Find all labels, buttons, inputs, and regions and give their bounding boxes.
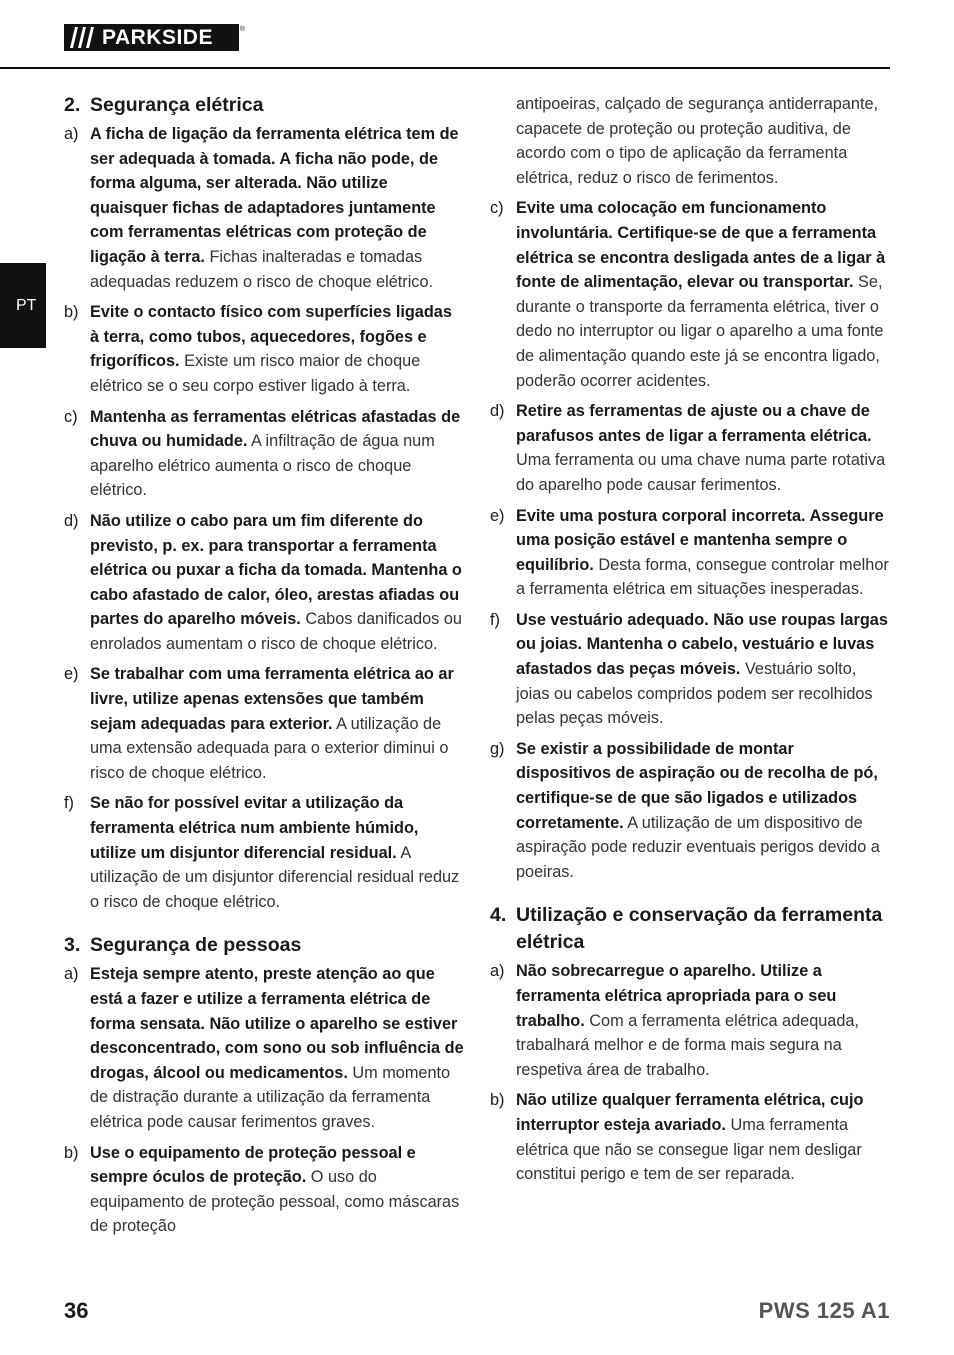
list-item [64,300,464,398]
parkside-logo [64,24,245,51]
registered-mark: ® [239,26,245,33]
language-tab [0,263,46,348]
item-instruction: Evite o contacto físico com superfícies ligadas à terra, como tubos, aquecedores, fogões e frigoríficos. [90,303,452,371]
item-instruction: Evite uma colocação em funcionamento involuntária. Certifique-se de que a ferramenta elétrica se encontra desligada antes de a ligar à fonte de alimentação, elevar ou transportar. [516,199,886,292]
item-label: f) [64,794,74,813]
continued-text: antipoeiras, calçado de segurança antiderrapante, capacete de proteção ou proteção auditiva, de acordo com o tipo de aplicação da ferramenta elétrica, reduz o risco de ferimentos. [516,95,879,187]
list-item [64,509,464,657]
section-title: Segurança elétrica [90,94,264,116]
item-explanation: Uma ferramenta ou uma chave numa parte rotativa do aparelho pode causar ferimentos. [516,451,886,494]
item-label: g) [490,739,505,758]
item-instruction: Não utilize o cabo para um fim diferente do previsto, p. ex. para transportar a ferramenta elétrica ou puxar a ficha da tomada. Mantenha o cabo afastado de calor, óleo, arestas afiadas ou partes do aparelho móveis. [90,511,462,629]
item-instruction: Use o equipamento de proteção pessoal e sempre óculos de proteção. [90,1143,416,1187]
item-instruction: Não utilize qualquer ferramenta elétrica, cujo interruptor esteja avariado. [516,1091,864,1134]
section-heading [490,902,892,956]
section-heading [64,92,464,119]
item-instruction: Se não for possível evitar a utilização da ferramenta elétrica num ambiente húmido, utilize um disjuntor diferencial residual. [90,794,419,862]
left-column [64,92,464,1245]
item-instruction: A ficha de ligação da ferramenta elétrica tem de ser adequada à tomada. A ficha não pode, de forma alguma, ser alterada. Não utilize quaisquer fichas de adaptadores juntamente com ferramentas elétricas com proteção de ligação à terra. [90,125,459,266]
item-label: c) [64,407,78,426]
item-explanation: Uma ferramenta elétrica que não se consegue ligar nem desligar constitui perigo e tem de ser reparada. [516,1115,862,1184]
item-explanation: Cabos danificados ou enrolados aumentam o risco de choque elétrico. [90,610,462,653]
item-instruction: Não sobrecarregue o aparelho. Utilize a ferramenta elétrica apropriada para o seu trabalho. [516,962,837,1030]
item-instruction: Se existir a possibilidade de montar dispositivos de aspiração ou de recolha de pó, certifique-se de que são ligados e utilizados corretamente. [516,739,878,832]
item-label: b) [64,1143,79,1162]
model-name: PWS 125 A1 [758,1298,890,1323]
brand-name: PARKSIDE [98,24,239,51]
item-instruction: Evite uma postura corporal incorreta. Assegure uma posição estável e mantenha sempre o equilíbrio. [516,506,884,574]
list-item [64,1141,464,1239]
item-explanation: Desta forma, consegue controlar melhor a ferramenta elétrica em situações inesperadas. [516,555,889,599]
item-explanation: A utilização de uma extensão adequada para o exterior diminui o risco de choque elétrico. [90,714,449,782]
item-instruction: Retire as ferramentas de ajuste ou a chave de parafusos antes de ligar a ferramenta elétrica. [516,402,872,445]
item-label: a) [64,965,79,984]
item-label: a) [64,125,79,143]
item-explanation: A utilização de um dispositivo de aspiração pode reduzir eventuais perigos devido a poeiras. [516,813,880,881]
section-number: 2. [64,94,81,116]
list-item [490,196,892,393]
item-label: d) [490,402,505,421]
item-explanation: A infiltração de água num aparelho elétrico aumenta o risco de choque elétrico. [90,432,435,500]
list-item [64,405,464,503]
item-explanation: O uso do equipamento de proteção pessoal, como máscaras de proteção [90,1168,460,1236]
item-explanation: Vestuário solto, joias ou cabelos compridos podem ser recolhidos pelas peças móveis. [516,660,873,728]
item-label: d) [64,511,79,530]
item-instruction: Use vestuário adequado. Não use roupas largas ou joias. Mantenha o cabelo, vestuário e luvas afastados das peças móveis. [516,610,888,679]
item-label: e) [490,506,505,525]
item-instruction: Se trabalhar com uma ferramenta elétrica ao ar livre, utilize apenas extensões que também sejam adequadas para exterior. [90,665,454,733]
section-number: 4. [490,904,507,927]
item-instruction: Esteja sempre atento, preste atenção ao que está a fazer e utilize a ferramenta elétrica de forma sensata. Não utilize o aparelho se estiver desconcentrado, com sono ou sob influência de drogas, álcool ou medicamentos. [90,965,464,1082]
list-item [64,791,464,914]
page-number: 36 [64,1298,89,1323]
item-explanation: Existe um risco maior de choque elétrico se o seu corpo estiver ligado à terra. [90,352,421,395]
item-label: c) [490,199,504,218]
item-explanation: A utilização de um disjuntor diferencial residual reduz o risco de choque elétrico. [90,843,460,911]
item-explanation: Com a ferramenta elétrica adequada, trabalhará melhor e de forma mais segura na respetiva área de trabalho. [516,1011,859,1079]
item-instruction: Mantenha as ferramentas elétricas afastadas de chuva ou humidade. [90,407,461,451]
logo-stripes-icon [64,24,98,51]
section-title: Utilização e conservação da ferramenta elétrica [516,904,883,954]
item-explanation: Um momento de distração durante a utilização da ferramenta elétrica pode causar ferimentos graves. [90,1063,451,1131]
list-item [490,608,892,731]
section-title: Segurança de pessoas [90,934,302,957]
list-item [64,122,464,294]
list-item [64,962,464,1134]
item-explanation: Se, durante o transporte da ferramenta elétrica, tiver o dedo no interruptor ou ligar o aparelho a uma fonte de alimentação quando este já se encontra ligado, poderão ocorrer acidentes. [516,273,884,390]
header-divider [0,67,890,69]
list-item [490,1088,892,1186]
section-heading [64,932,464,959]
list-item [490,399,892,497]
right-column [490,92,892,1193]
item-explanation: Fichas inalteradas e tomadas adequadas reduzem o risco de choque elétrico. [90,247,434,291]
list-item [490,504,892,602]
item-label: b) [64,303,79,322]
language-code: PT [16,297,37,314]
list-item [490,737,892,885]
item-label: b) [490,1091,505,1110]
section-number: 3. [64,934,81,957]
list-item [64,662,464,785]
item-label: a) [490,962,505,981]
item-label: e) [64,665,79,684]
list-item [490,959,892,1082]
item-label: f) [490,610,500,629]
